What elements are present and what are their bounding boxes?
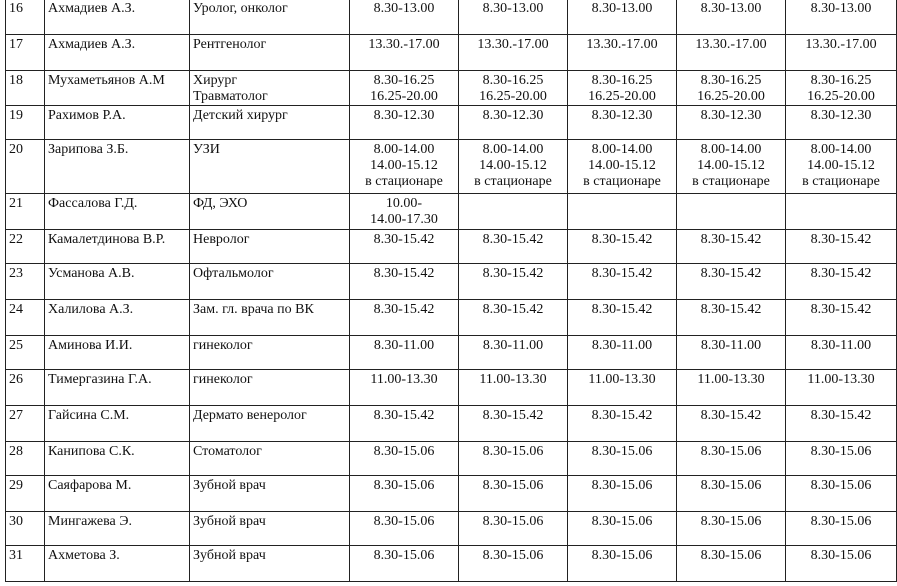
schedule-cell bbox=[568, 0, 677, 35]
schedule-cell bbox=[568, 264, 677, 300]
specialty bbox=[190, 0, 350, 35]
schedule-time: 8.30-13.00 bbox=[591, 1, 653, 16]
schedule-time: в стационаре bbox=[474, 174, 552, 189]
schedule-time: 8.30-15.42 bbox=[373, 232, 435, 247]
schedule-time: 8.30-15.42 bbox=[373, 408, 435, 423]
schedule-time: 8.30-15.06 bbox=[700, 478, 762, 493]
schedule-time: 14.00-15.12 bbox=[697, 158, 765, 173]
schedule-time: 8.30-15.06 bbox=[373, 478, 435, 493]
schedule-cell bbox=[568, 106, 677, 140]
specialty bbox=[190, 140, 350, 194]
table-row bbox=[6, 370, 897, 406]
schedule-cell bbox=[568, 512, 677, 546]
schedule-time: 8.30-15.06 bbox=[591, 444, 653, 459]
row-number: 19 bbox=[6, 106, 45, 140]
row-number: 27 bbox=[6, 406, 45, 442]
doctor-name: Усманова А.В. bbox=[45, 264, 190, 300]
row-number: 31 bbox=[6, 546, 45, 582]
schedule-time: 8.00-14.00 bbox=[482, 142, 544, 157]
specialty-line: Зубной врач bbox=[193, 478, 266, 493]
schedule-cell bbox=[350, 406, 459, 442]
row-number: 23 bbox=[6, 264, 45, 300]
schedule-time: в стационаре bbox=[365, 174, 443, 189]
doctor-name: Канипова С.К. bbox=[45, 442, 190, 476]
row-number: 25 bbox=[6, 336, 45, 370]
schedule-cell bbox=[568, 194, 677, 230]
specialty bbox=[190, 264, 350, 300]
schedule-time: 13.30.-17.00 bbox=[368, 37, 440, 52]
schedule-cell bbox=[350, 106, 459, 140]
schedule-time: 8.30-15.42 bbox=[810, 232, 872, 247]
doctor-name: Фассалова Г.Д. bbox=[45, 194, 190, 230]
specialty-line: ФД, ЭХО bbox=[193, 196, 248, 211]
schedule-cell bbox=[786, 264, 897, 300]
schedule-time: 8.30-15.06 bbox=[810, 548, 872, 563]
schedule-cell bbox=[459, 370, 568, 406]
schedule-time: 8.00-14.00 bbox=[700, 142, 762, 157]
schedule-time: 8.30-13.00 bbox=[373, 1, 435, 16]
schedule-time: 16.25-20.00 bbox=[370, 89, 438, 104]
schedule-cell bbox=[568, 300, 677, 336]
schedule-time: 14.00-15.12 bbox=[479, 158, 547, 173]
schedule-time: 8.30-15.06 bbox=[810, 478, 872, 493]
schedule-time: 8.00-14.00 bbox=[810, 142, 872, 157]
schedule-time: 8.30-15.06 bbox=[373, 514, 435, 529]
schedule-time: 10.00- bbox=[385, 196, 423, 211]
schedule-cell bbox=[677, 194, 786, 230]
schedule-time: 8.30-15.42 bbox=[810, 408, 872, 423]
specialty bbox=[190, 230, 350, 264]
schedule-time: 8.30-13.00 bbox=[700, 1, 762, 16]
schedule-cell bbox=[350, 0, 459, 35]
table-row bbox=[6, 442, 897, 476]
schedule-cell bbox=[350, 140, 459, 194]
schedule-time: 8.30-15.42 bbox=[482, 266, 544, 281]
schedule-cell bbox=[350, 370, 459, 406]
schedule-time: 11.00-13.30 bbox=[697, 372, 765, 387]
schedule-time: 13.30.-17.00 bbox=[695, 37, 767, 52]
specialty-line: гинеколог bbox=[193, 338, 253, 353]
specialty bbox=[190, 194, 350, 230]
specialty bbox=[190, 300, 350, 336]
schedule-time: 8.30-15.06 bbox=[482, 478, 544, 493]
schedule-time: 13.30.-17.00 bbox=[477, 37, 549, 52]
schedule-time: 8.30-15.42 bbox=[591, 266, 653, 281]
doctor-name: Рахимов Р.А. bbox=[45, 106, 190, 140]
schedule-time: 14.00-15.12 bbox=[370, 158, 438, 173]
schedule-cell bbox=[786, 512, 897, 546]
row-number: 24 bbox=[6, 300, 45, 336]
schedule-time: 8.30-15.06 bbox=[810, 514, 872, 529]
specialty-line: Рентгенолог bbox=[193, 37, 267, 52]
schedule-cell bbox=[677, 406, 786, 442]
schedule-time: 8.30-15.42 bbox=[700, 232, 762, 247]
table-row bbox=[6, 194, 897, 230]
schedule-cell bbox=[786, 35, 897, 71]
schedule-cell bbox=[568, 71, 677, 106]
schedule-time: 8.30-15.42 bbox=[591, 232, 653, 247]
schedule-cell bbox=[459, 0, 568, 35]
schedule-cell bbox=[786, 336, 897, 370]
schedule-cell bbox=[677, 264, 786, 300]
schedule-cell bbox=[677, 546, 786, 582]
schedule-time: 11.00-13.30 bbox=[807, 372, 875, 387]
schedule-cell bbox=[786, 300, 897, 336]
schedule-time: 11.00-13.30 bbox=[370, 372, 438, 387]
schedule-cell bbox=[568, 35, 677, 71]
row-number: 21 bbox=[6, 194, 45, 230]
table-row bbox=[6, 300, 897, 336]
row-number: 28 bbox=[6, 442, 45, 476]
schedule-cell bbox=[677, 106, 786, 140]
schedule-time: 8.30-12.30 bbox=[373, 108, 435, 123]
schedule-time: 11.00-13.30 bbox=[588, 372, 656, 387]
schedule-time: 8.30-15.06 bbox=[700, 514, 762, 529]
schedule-cell bbox=[786, 0, 897, 35]
schedule-cell bbox=[350, 336, 459, 370]
schedule-cell bbox=[350, 512, 459, 546]
schedule-time: 8.30-15.06 bbox=[591, 478, 653, 493]
schedule-cell bbox=[677, 336, 786, 370]
specialty bbox=[190, 71, 350, 106]
schedule-time: 8.30-15.42 bbox=[482, 232, 544, 247]
schedule-time: 8.30-11.00 bbox=[591, 338, 653, 353]
doctor-name: Аминова И.И. bbox=[45, 336, 190, 370]
table-row bbox=[6, 512, 897, 546]
schedule-cell bbox=[568, 336, 677, 370]
schedule-time: 8.30-15.42 bbox=[373, 302, 435, 317]
schedule-cell bbox=[350, 230, 459, 264]
table-row bbox=[6, 264, 897, 300]
schedule-cell bbox=[786, 442, 897, 476]
schedule-time: 8.30-15.42 bbox=[700, 266, 762, 281]
row-number: 26 bbox=[6, 370, 45, 406]
schedule-cell bbox=[677, 300, 786, 336]
specialty bbox=[190, 336, 350, 370]
specialty-line: Зам. гл. врача по ВК bbox=[193, 302, 314, 317]
schedule-cell bbox=[677, 230, 786, 264]
schedule-time: 8.30-11.00 bbox=[482, 338, 544, 353]
schedule-cell bbox=[459, 140, 568, 194]
schedule-time: 8.30-16.25 bbox=[373, 73, 435, 88]
schedule-time: 8.30-15.06 bbox=[482, 444, 544, 459]
schedule-cell bbox=[459, 512, 568, 546]
schedule-cell bbox=[786, 106, 897, 140]
schedule-cell bbox=[350, 442, 459, 476]
doctor-name: Тимергазина Г.А. bbox=[45, 370, 190, 406]
doctor-schedule-table bbox=[5, 0, 897, 582]
specialty bbox=[190, 442, 350, 476]
schedule-cell bbox=[786, 406, 897, 442]
schedule-time: 14.00-15.12 bbox=[588, 158, 656, 173]
schedule-time: 16.25-20.00 bbox=[807, 89, 875, 104]
schedule-time: 8.30-11.00 bbox=[373, 338, 435, 353]
schedule-time: 8.30-15.06 bbox=[700, 444, 762, 459]
schedule-time: 8.30-15.06 bbox=[591, 548, 653, 563]
specialty bbox=[190, 546, 350, 582]
schedule-time: 8.00-14.00 bbox=[591, 142, 653, 157]
schedule-cell bbox=[677, 370, 786, 406]
table-row bbox=[6, 406, 897, 442]
specialty-line: Уролог, онколог bbox=[193, 1, 288, 16]
row-number: 20 bbox=[6, 140, 45, 194]
table-row bbox=[6, 35, 897, 71]
schedule-time: 8.30-15.42 bbox=[591, 302, 653, 317]
doctor-name: Мингажева Э. bbox=[45, 512, 190, 546]
schedule-time: 8.30-15.06 bbox=[373, 444, 435, 459]
schedule-time: 8.30-15.42 bbox=[591, 408, 653, 423]
schedule-time: в стационаре bbox=[583, 174, 661, 189]
schedule-cell bbox=[786, 140, 897, 194]
schedule-cell bbox=[677, 140, 786, 194]
doctor-name: Зарипова З.Б. bbox=[45, 140, 190, 194]
doctor-name: Ахмадиев А.З. bbox=[45, 35, 190, 71]
schedule-cell bbox=[459, 336, 568, 370]
specialty-line: Стоматолог bbox=[193, 444, 262, 459]
schedule-time: 8.30-12.30 bbox=[591, 108, 653, 123]
schedule-time: 8.30-13.00 bbox=[482, 1, 544, 16]
schedule-cell bbox=[677, 442, 786, 476]
schedule-time: 8.30-15.42 bbox=[810, 266, 872, 281]
schedule-cell bbox=[568, 230, 677, 264]
schedule-cell bbox=[677, 476, 786, 512]
schedule-cell bbox=[459, 406, 568, 442]
specialty-line: Дермато венеролог bbox=[193, 408, 307, 423]
schedule-time: 8.30-15.42 bbox=[700, 408, 762, 423]
doctor-name: Саяфарова М. bbox=[45, 476, 190, 512]
schedule-time: 13.30.-17.00 bbox=[586, 37, 658, 52]
table-row bbox=[6, 106, 897, 140]
schedule-cell bbox=[677, 512, 786, 546]
doctor-name: Камалетдинова В.Р. bbox=[45, 230, 190, 264]
schedule-time: 8.30-15.42 bbox=[373, 266, 435, 281]
schedule-time: 8.30-16.25 bbox=[482, 73, 544, 88]
schedule-cell bbox=[786, 71, 897, 106]
schedule-cell bbox=[459, 71, 568, 106]
schedule-cell bbox=[568, 476, 677, 512]
schedule-cell bbox=[786, 230, 897, 264]
row-number: 30 bbox=[6, 512, 45, 546]
doctor-name: Ахмадиев А.З. bbox=[45, 0, 190, 35]
schedule-cell bbox=[786, 546, 897, 582]
specialty-line: Офтальмолог bbox=[193, 266, 274, 281]
schedule-cell bbox=[459, 264, 568, 300]
table-row bbox=[6, 336, 897, 370]
specialty-line: Зубной врач bbox=[193, 514, 266, 529]
schedule-time: 8.30-15.06 bbox=[810, 444, 872, 459]
schedule-cell bbox=[350, 35, 459, 71]
schedule-cell bbox=[350, 476, 459, 512]
row-number: 17 bbox=[6, 35, 45, 71]
specialty bbox=[190, 512, 350, 546]
schedule-time: 8.30-12.30 bbox=[700, 108, 762, 123]
schedule-cell bbox=[350, 546, 459, 582]
schedule-time: 8.30-11.00 bbox=[700, 338, 762, 353]
schedule-cell bbox=[568, 370, 677, 406]
specialty bbox=[190, 476, 350, 512]
specialty-line: Травматолог bbox=[193, 89, 268, 104]
table-row bbox=[6, 230, 897, 264]
row-number: 18 bbox=[6, 71, 45, 106]
schedule-time: 8.30-13.00 bbox=[810, 1, 872, 16]
row-number: 22 bbox=[6, 230, 45, 264]
schedule-cell bbox=[459, 230, 568, 264]
schedule-time: 8.30-15.06 bbox=[482, 548, 544, 563]
specialty-line: Зубной врач bbox=[193, 548, 266, 563]
schedule-time: 14.00-15.12 bbox=[807, 158, 875, 173]
schedule-time: 16.25-20.00 bbox=[697, 89, 765, 104]
schedule-time: 16.25-20.00 bbox=[479, 89, 547, 104]
schedule-time: 8.30-11.00 bbox=[810, 338, 872, 353]
row-number: 29 bbox=[6, 476, 45, 512]
schedule-time: 8.30-15.06 bbox=[700, 548, 762, 563]
schedule-time: 8.30-15.42 bbox=[482, 302, 544, 317]
table-row bbox=[6, 546, 897, 582]
schedule-cell bbox=[568, 546, 677, 582]
schedule-time: в стационаре bbox=[692, 174, 770, 189]
schedule-time: 8.30-15.42 bbox=[810, 302, 872, 317]
doctor-name: Гайсина С.М. bbox=[45, 406, 190, 442]
schedule-cell bbox=[350, 71, 459, 106]
schedule-cell bbox=[459, 476, 568, 512]
doctor-name: Мухаметьянов А.М bbox=[45, 71, 190, 106]
schedule-time: в стационаре bbox=[802, 174, 880, 189]
specialty-line: Невролог bbox=[193, 232, 250, 247]
specialty bbox=[190, 106, 350, 140]
table-row bbox=[6, 71, 897, 106]
schedule-cell bbox=[677, 35, 786, 71]
table-row bbox=[6, 0, 897, 35]
schedule-time: 14.00-17.30 bbox=[370, 212, 438, 227]
doctor-name: Халилова А.З. bbox=[45, 300, 190, 336]
schedule-time: 8.30-15.06 bbox=[482, 514, 544, 529]
schedule-cell bbox=[786, 370, 897, 406]
schedule-time: 11.00-13.30 bbox=[479, 372, 547, 387]
schedule-cell bbox=[459, 300, 568, 336]
schedule-cell bbox=[459, 35, 568, 71]
schedule-cell bbox=[786, 476, 897, 512]
schedule-cell bbox=[459, 106, 568, 140]
specialty-line: Хирург bbox=[193, 73, 238, 88]
row-number: 16 bbox=[6, 0, 45, 35]
specialty-line: УЗИ bbox=[193, 142, 220, 157]
schedule-cell bbox=[568, 442, 677, 476]
schedule-cell bbox=[459, 442, 568, 476]
table-row bbox=[6, 476, 897, 512]
schedule-time: 8.30-16.25 bbox=[810, 73, 872, 88]
schedule-time: 8.30-15.06 bbox=[373, 548, 435, 563]
schedule-time: 8.00-14.00 bbox=[373, 142, 435, 157]
schedule-time: 8.30-16.25 bbox=[591, 73, 653, 88]
specialty-line: гинеколог bbox=[193, 372, 253, 387]
schedule-time: 8.30-12.30 bbox=[810, 108, 872, 123]
schedule-cell bbox=[350, 194, 459, 230]
schedule-cell bbox=[677, 0, 786, 35]
schedule-time: 8.30-15.06 bbox=[591, 514, 653, 529]
schedule-cell bbox=[568, 140, 677, 194]
schedule-cell bbox=[459, 194, 568, 230]
specialty bbox=[190, 35, 350, 71]
schedule-cell bbox=[459, 546, 568, 582]
schedule-time: 8.30-15.42 bbox=[700, 302, 762, 317]
schedule-time: 8.30-12.30 bbox=[482, 108, 544, 123]
specialty bbox=[190, 370, 350, 406]
specialty-line: Детский хирург bbox=[193, 108, 288, 123]
specialty bbox=[190, 406, 350, 442]
schedule-cell bbox=[568, 406, 677, 442]
schedule-cell bbox=[677, 71, 786, 106]
doctor-name: Ахметова З. bbox=[45, 546, 190, 582]
schedule-time: 13.30.-17.00 bbox=[805, 37, 877, 52]
schedule-body bbox=[6, 0, 897, 582]
schedule-time: 8.30-15.42 bbox=[482, 408, 544, 423]
schedule-cell bbox=[350, 300, 459, 336]
schedule-time: 16.25-20.00 bbox=[588, 89, 656, 104]
schedule-time: 8.30-16.25 bbox=[700, 73, 762, 88]
table-row bbox=[6, 140, 897, 194]
schedule-cell bbox=[786, 194, 897, 230]
schedule-cell bbox=[350, 264, 459, 300]
